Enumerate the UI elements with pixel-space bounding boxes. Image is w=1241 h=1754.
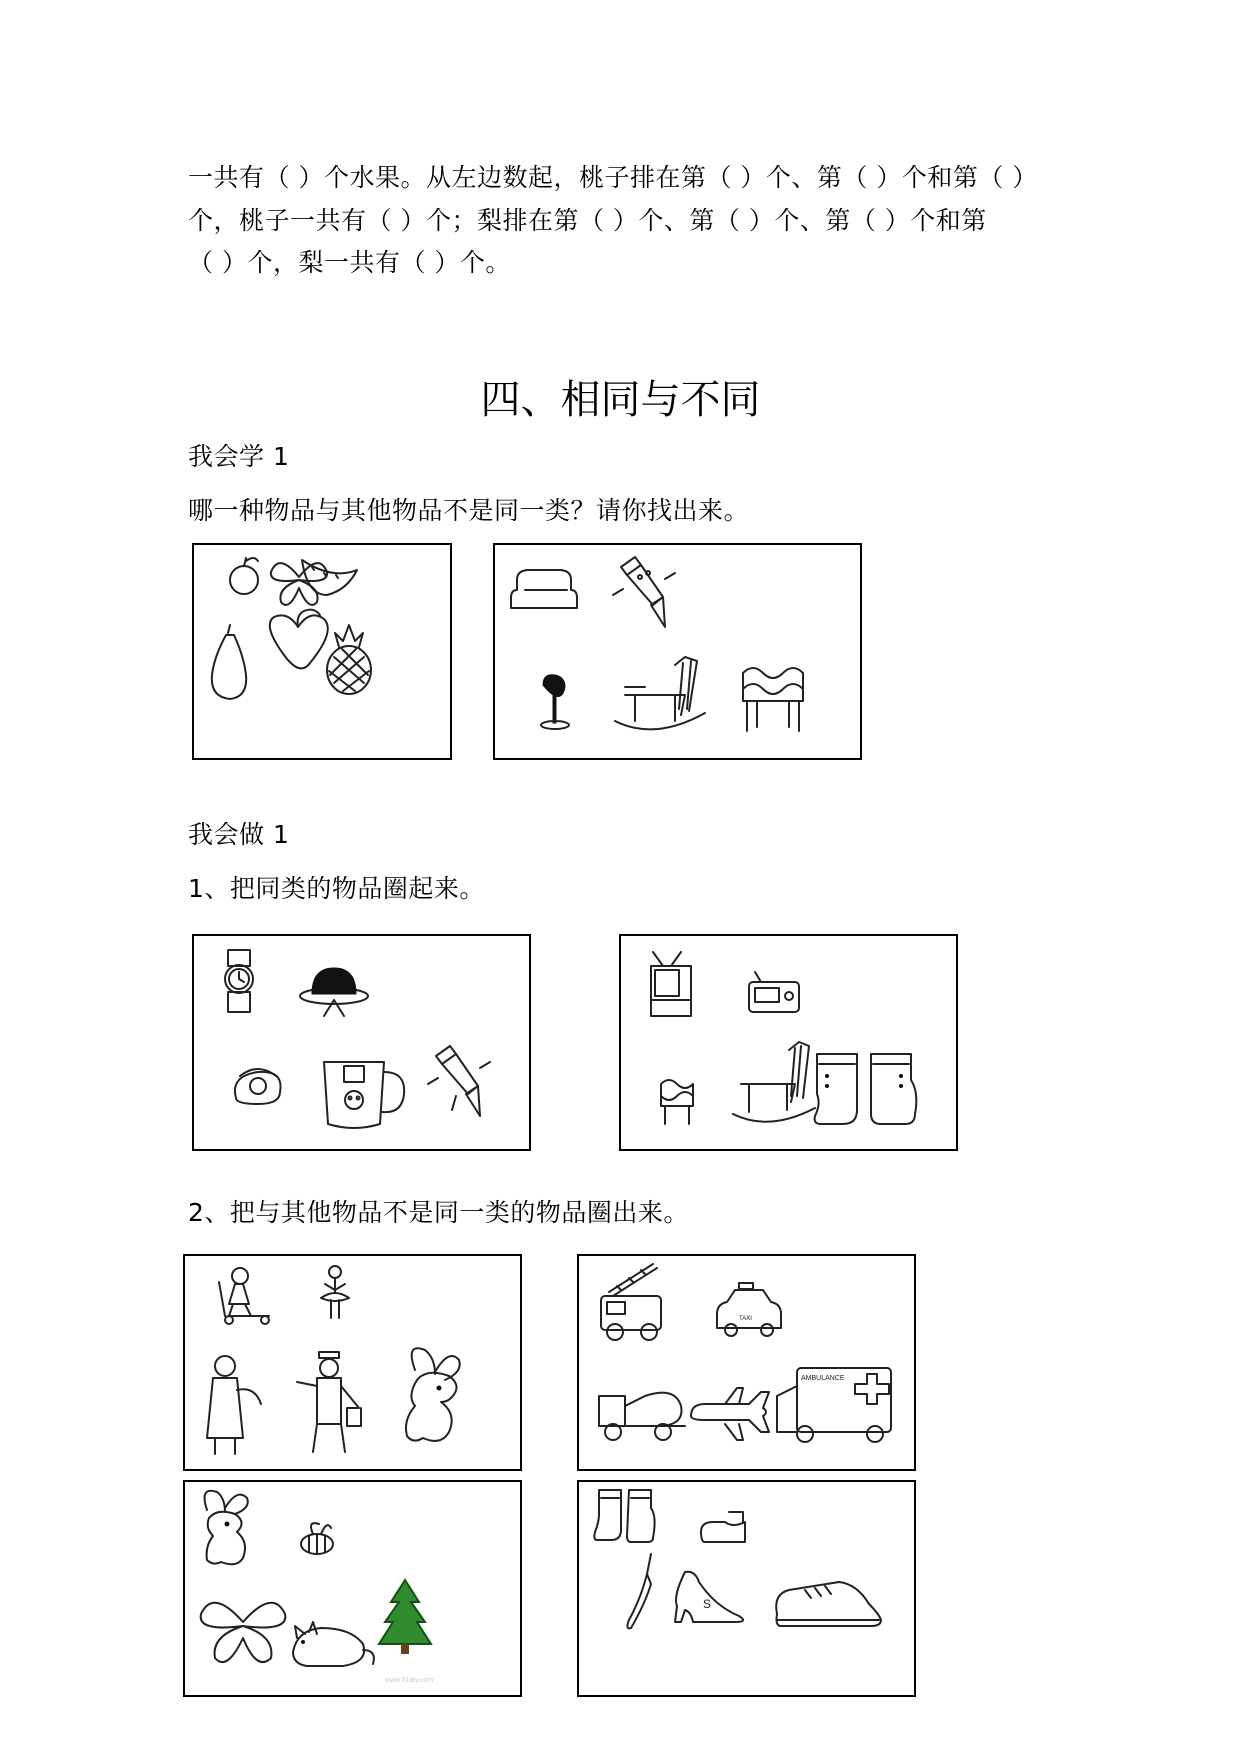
bar-stool-icon (541, 675, 569, 729)
task2-picture-box-2 (577, 1254, 916, 1471)
rocking-chair-icon (733, 1042, 815, 1122)
girl-on-scooter-icon (219, 1268, 269, 1324)
ballerina-icon (321, 1266, 349, 1318)
peach-icon (270, 610, 328, 669)
section-title: 四、相同与不同 (480, 377, 761, 423)
pencil-character-icon (428, 1046, 490, 1116)
task1-picture-set-2 (621, 936, 956, 1149)
task2-picture-set-4 (579, 1482, 914, 1695)
high-heel-letter: S (703, 1597, 712, 1611)
telephone-icon (235, 1069, 281, 1104)
chair-icon (661, 1080, 693, 1124)
taxi-label: TAXI (739, 1316, 752, 1322)
task1-picture-box-1 (192, 934, 531, 1151)
intro-line-3: （ ）个，梨一共有（ ）个。 (188, 248, 511, 277)
task2-picture-box-1 (183, 1254, 522, 1471)
learn-question: 哪一种物品与其他物品不是同一类？请你找出来。 (188, 496, 750, 525)
hat-icon (300, 968, 368, 1016)
cat-icon (293, 1622, 374, 1666)
task2-picture-set-3 (185, 1482, 520, 1695)
apple-icon (230, 558, 258, 594)
television-icon (651, 952, 691, 1016)
learn-picture-box-1 (192, 543, 452, 760)
postman-icon (297, 1352, 361, 1452)
task2-picture-set-2 (579, 1256, 914, 1469)
task-1-instruction: 1、把同类的物品圈起来。 (188, 874, 485, 903)
ambulance-icon (777, 1368, 891, 1442)
sofa-icon (511, 570, 577, 608)
task2-picture-set-1 (185, 1256, 520, 1469)
watermark: www.61diy.com (385, 1677, 434, 1684)
fire-truck-icon (601, 1264, 661, 1340)
intro-line-2: 个，桃子一共有（ ）个；梨排在第（ ）个、第（ ）个、第（ ）个和第 (188, 206, 987, 235)
cement-mixer-icon (599, 1393, 685, 1440)
do-heading: 我会做 1 (188, 820, 290, 849)
knife-icon (627, 1554, 651, 1628)
rocking-chair-icon (615, 657, 705, 729)
butterfly-icon (201, 1603, 286, 1662)
learn-picture-box-2 (493, 543, 862, 760)
bee-icon (301, 1523, 333, 1554)
watermelon-slice-icon (302, 560, 357, 595)
learn-picture-set-2 (495, 545, 860, 758)
mug-icon (324, 1062, 404, 1128)
chair-icon (743, 668, 803, 731)
wristwatch-icon (225, 950, 253, 1012)
task2-picture-box-4 (577, 1480, 916, 1697)
high-heel-icon (675, 1572, 743, 1622)
boots-icon (594, 1490, 654, 1542)
task1-picture-box-2 (619, 934, 958, 1151)
rabbit-icon (406, 1348, 460, 1441)
pineapple-icon (327, 625, 371, 694)
task-2-instruction: 2、把与其他物品不是同一类的物品圈出来。 (188, 1198, 689, 1227)
pear-icon (212, 625, 246, 699)
intro-line-1: 一共有（ ）个水果。从左边数起，桃子排在第（ ）个、第（ ）个和第（ ） (188, 163, 1038, 192)
taxi-icon (717, 1283, 781, 1336)
radio-icon (749, 972, 799, 1012)
learn-picture-set-1 (194, 545, 450, 758)
pine-tree-icon (379, 1580, 431, 1654)
boots-icon (815, 1054, 917, 1124)
learn-heading: 我会学 1 (188, 442, 290, 471)
ambulance-label: AMBULANCE (801, 1375, 845, 1382)
pencil-character-icon (613, 557, 675, 627)
task1-picture-set-1 (194, 936, 529, 1149)
doctor-icon (207, 1356, 261, 1454)
rabbit-icon (205, 1491, 248, 1564)
task2-picture-box-3 (183, 1480, 522, 1697)
sneaker-icon (776, 1582, 881, 1626)
airplane-icon (691, 1388, 769, 1440)
shoe-icon (701, 1512, 745, 1542)
